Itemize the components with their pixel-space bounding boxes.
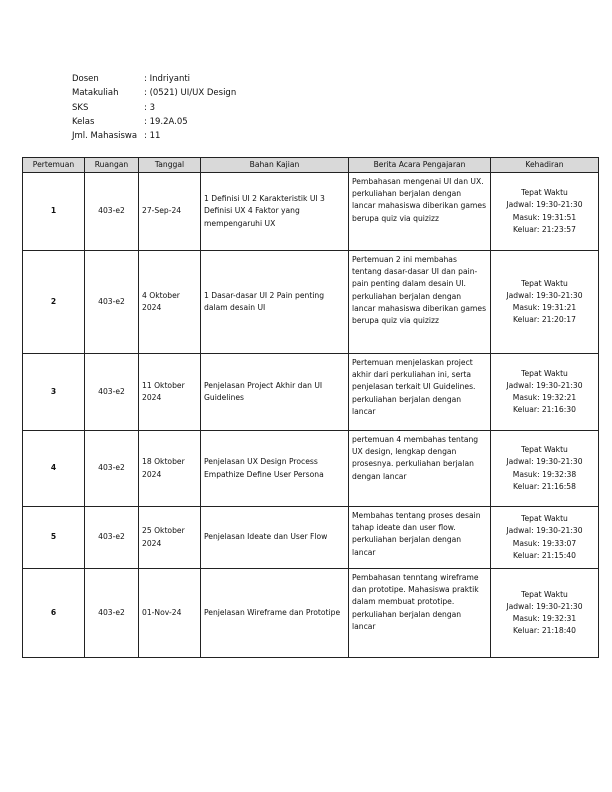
cell-ruangan: 403-e2 bbox=[85, 507, 139, 569]
cell-kehadiran bbox=[491, 354, 599, 431]
kehadiran-keluar: Keluar: 21:16:58 bbox=[513, 481, 576, 491]
kehadiran-masuk: Masuk: 19:32:38 bbox=[512, 469, 577, 479]
table-row bbox=[23, 251, 599, 354]
table-row bbox=[23, 569, 599, 658]
cell-bahan-kajian: Penjelasan Project Akhir dan UI Guidelines bbox=[201, 354, 349, 431]
cell-ruangan: 403-e2 bbox=[85, 569, 139, 658]
header-ruangan: Ruangan bbox=[85, 158, 139, 173]
kehadiran-jadwal: Jadwal: 19:30-21:30 bbox=[506, 457, 583, 467]
header-pertemuan: Pertemuan bbox=[23, 158, 85, 173]
cell-kehadiran bbox=[491, 507, 599, 569]
cell-berita-acara: Pertemuan 2 ini membahas tentang dasar-dasar UI dan pain-pain penting dalam desain UI. perkuliahan berjalan dengan lancar mahasiswa diberikan games berupa quiz via quizizz bbox=[349, 251, 491, 354]
info-label: Dosen bbox=[72, 74, 99, 84]
info-value: : (0521) UI/UX Design bbox=[144, 88, 237, 99]
kehadiran-jadwal: Jadwal: 19:30-21:30 bbox=[506, 526, 583, 536]
cell-bahan-kajian: Penjelasan UX Design Process Empathize Define User Persona bbox=[201, 431, 349, 507]
cell-berita-acara: Pertemuan menjelaskan project akhir dari perkuliahan ini, serta penjelasan terkait UI Guidelines. perkuliahan berjalan dengan lancar bbox=[349, 354, 491, 431]
header-berita-acara: Berita Acara Pengajaran bbox=[349, 158, 491, 173]
kehadiran-keluar: Keluar: 21:16:30 bbox=[513, 405, 576, 415]
kehadiran-keluar: Keluar: 21:18:40 bbox=[513, 626, 576, 636]
cell-kehadiran bbox=[491, 173, 599, 251]
cell-tanggal: 27-Sep-24 bbox=[139, 173, 201, 251]
kehadiran-jadwal: Jadwal: 19:30-21:30 bbox=[506, 290, 583, 300]
info-value: : 19.2A.05 bbox=[144, 116, 188, 127]
cell-pertemuan: 6 bbox=[23, 569, 85, 658]
cell-kehadiran bbox=[491, 251, 599, 354]
table-row bbox=[23, 507, 599, 569]
cell-pertemuan: 1 bbox=[23, 173, 85, 251]
header-bahan-kajian: Bahan Kajian bbox=[201, 158, 349, 173]
info-row-sks bbox=[72, 101, 236, 115]
kehadiran-keluar: Keluar: 21:20:17 bbox=[513, 315, 576, 325]
cell-berita-acara: pertemuan 4 membahas tentang UX design, lengkap dengan prosesnya. perkuliahan berjalan dengan lancar bbox=[349, 431, 491, 507]
header-tanggal: Tanggal bbox=[139, 158, 201, 173]
cell-pertemuan: 2 bbox=[23, 251, 85, 354]
cell-tanggal: 4 Oktober 2024 bbox=[139, 251, 201, 354]
kehadiran-masuk: Masuk: 19:31:21 bbox=[512, 303, 577, 312]
kehadiran-status: Tepat Waktu bbox=[521, 514, 568, 524]
info-value: : Indriyanti bbox=[144, 74, 191, 84]
cell-ruangan: 403-e2 bbox=[85, 251, 139, 354]
kehadiran-masuk: Masuk: 19:32:31 bbox=[512, 614, 577, 623]
info-value: : 3 bbox=[144, 102, 155, 113]
cell-bahan-kajian: 1 Dasar-dasar UI 2 Pain penting dalam desain UI bbox=[201, 251, 349, 354]
table-row bbox=[23, 431, 599, 507]
cell-berita-acara: Pembahasan tenntang wireframe dan prototipe. Mahasiswa praktik dalam membuat prototipe. perkuliahan berjalan dengan lancar bbox=[349, 569, 491, 658]
cell-kehadiran bbox=[491, 431, 599, 507]
cell-bahan-kajian: Penjelasan Wireframe dan Prototipe bbox=[201, 569, 349, 658]
kehadiran-keluar: Keluar: 21:15:40 bbox=[513, 550, 576, 560]
info-label: Matakuliah bbox=[72, 88, 119, 99]
info-label: Jml. Mahasiswa bbox=[72, 131, 138, 142]
kehadiran-status: Tepat Waktu bbox=[521, 589, 568, 599]
attendance-table bbox=[22, 157, 599, 658]
info-label: Kelas bbox=[72, 116, 95, 127]
cell-bahan-kajian: Penjelasan Ideate dan User Flow bbox=[201, 507, 349, 569]
cell-tanggal: 11 Oktober 2024 bbox=[139, 354, 201, 431]
cell-kehadiran bbox=[491, 569, 599, 658]
info-row-matakuliah bbox=[72, 86, 236, 100]
info-row-dosen bbox=[72, 72, 236, 86]
cell-ruangan: 403-e2 bbox=[85, 173, 139, 251]
cell-ruangan: 403-e2 bbox=[85, 354, 139, 431]
kehadiran-jadwal: Jadwal: 19:30-21:30 bbox=[506, 380, 583, 390]
kehadiran-status: Tepat Waktu bbox=[521, 368, 568, 378]
kehadiran-masuk: Masuk: 19:33:07 bbox=[512, 538, 577, 548]
kehadiran-masuk: Masuk: 19:32:21 bbox=[512, 393, 577, 402]
cell-tanggal: 01-Nov-24 bbox=[139, 569, 201, 658]
course-info bbox=[72, 72, 236, 143]
kehadiran-status: Tepat Waktu bbox=[521, 188, 568, 198]
header-kehadiran: Kehadiran bbox=[491, 158, 599, 173]
kehadiran-jadwal: Jadwal: 19:30-21:30 bbox=[506, 200, 583, 210]
kehadiran-status: Tepat Waktu bbox=[521, 445, 568, 455]
kehadiran-masuk: Masuk: 19:31:51 bbox=[512, 212, 577, 222]
info-row-jml-mahasiswa bbox=[72, 129, 236, 143]
table-row bbox=[23, 173, 599, 251]
kehadiran-jadwal: Jadwal: 19:30-21:30 bbox=[506, 601, 583, 611]
info-value: : 11 bbox=[144, 131, 161, 142]
info-row-kelas bbox=[72, 115, 236, 129]
info-label: SKS bbox=[72, 102, 89, 113]
cell-bahan-kajian: 1 Definisi UI 2 Karakteristik UI 3 Definisi UX 4 Faktor yang mempengaruhi UX bbox=[201, 173, 349, 251]
cell-ruangan: 403-e2 bbox=[85, 431, 139, 507]
table-header-row bbox=[23, 158, 599, 173]
cell-tanggal: 18 Oktober 2024 bbox=[139, 431, 201, 507]
cell-pertemuan: 5 bbox=[23, 507, 85, 569]
cell-tanggal: 25 Oktober 2024 bbox=[139, 507, 201, 569]
cell-pertemuan: 3 bbox=[23, 354, 85, 431]
cell-berita-acara: Membahas tentang proses desain tahap ideate dan user flow. perkuliahan berjalan dengan lancar bbox=[349, 507, 491, 569]
cell-berita-acara: Pembahasan mengenai UI dan UX. perkuliahan berjalan dengan lancar mahasiswa diberikan games berupa quiz via quizizz bbox=[349, 173, 491, 251]
cell-pertemuan: 4 bbox=[23, 431, 85, 507]
kehadiran-status: Tepat Waktu bbox=[521, 278, 568, 288]
kehadiran-keluar: Keluar: 21:23:57 bbox=[513, 224, 576, 234]
table-row bbox=[23, 354, 599, 431]
